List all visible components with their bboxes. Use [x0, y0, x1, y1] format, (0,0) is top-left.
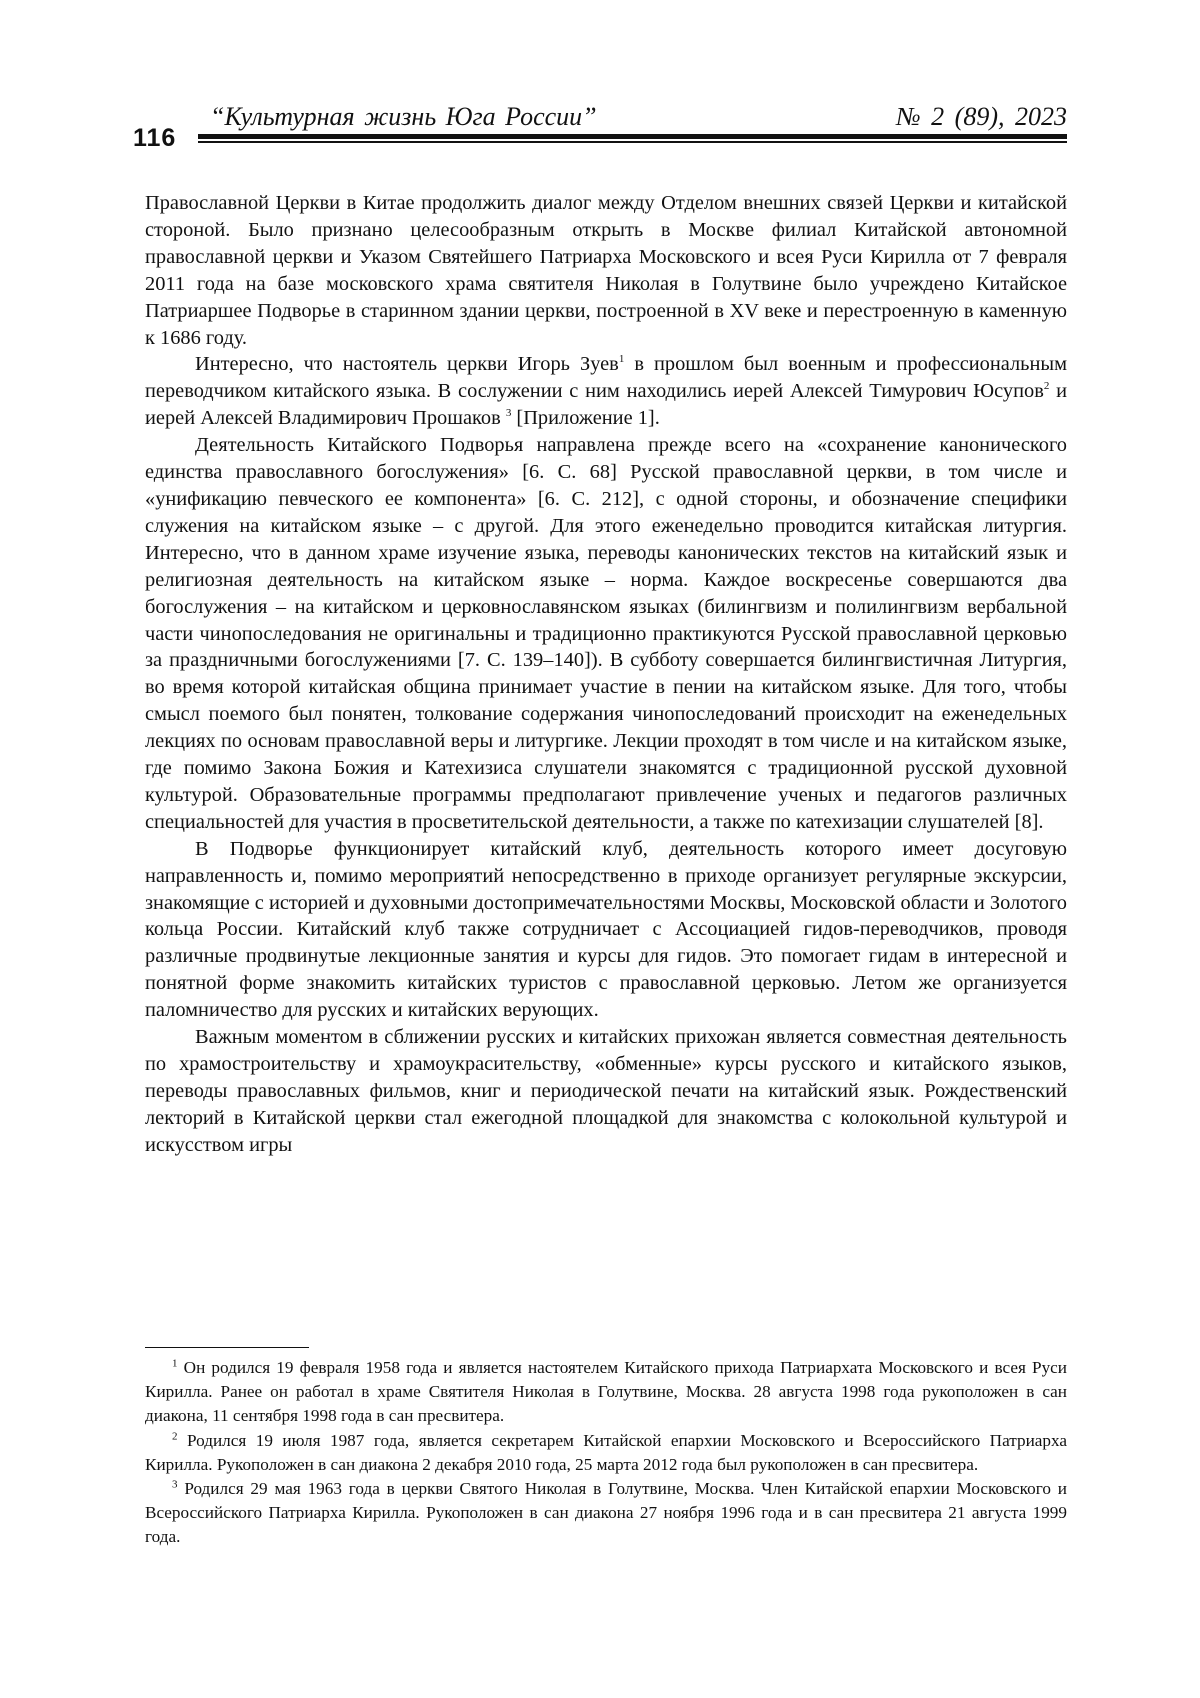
paragraph-2-part-2: в прошлом был военным и профессиональным переводчиком китайского языка. В сослужении с ним находились иерей Алексей Тимурович Юсупов	[145, 353, 1067, 402]
paragraph-2-part-4: [Приложение 1].	[511, 407, 660, 429]
article-body	[145, 190, 1067, 1159]
footnotes	[145, 1356, 1067, 1550]
footnote-mark-3: 3	[172, 1478, 178, 1490]
footnote-mark-2: 2	[172, 1430, 178, 1442]
header-rule-thin	[198, 141, 1067, 143]
footnote-1	[145, 1356, 1067, 1429]
paragraph-5: Важным моментом в сближении русских и китайских прихожан является совместная деятельность по храмостроительству и храмоукрасительству, «обменные» курсы русского и китайского языков, переводы православных фильмов, книг и периодической печати на китайский язык. Рождественский лекторий в Китайской церкви стал ежегодной площадкой для знакомства с колокольной культурой и искусством игры	[145, 1024, 1067, 1159]
footnote-2-text: Родился 19 июля 1987 года, является секретарем Китайской епархии Московского и Всероссийского Патриарха Кирилла. Рукоположен в сан диакона 2 декабря 2010 года, 25 марта 2012 года был рукоположен в сан пресвитера.	[145, 1431, 1067, 1474]
footnote-3-text: Родился 29 мая 1963 года в церкви Святого Николая в Голутвине, Москва. Член Китайской епархии Московского и Всероссийского Патриарха Кирилла. Рукоположен в сан диакона 27 ноября 1996 года и в сан пресвитера 21 августа 1999 года.	[145, 1479, 1067, 1546]
footnote-1-text: Он родился 19 февраля 1958 года и является настоятелем Китайского прихода Патриархата Московского и всея Руси Кирилла. Ранее он работал в храме Святителя Николая в Голутвине, Москва. 28 августа 1998 года рукоположен в сан диакона, 11 сентября 1998 года в сан пресвитера.	[145, 1358, 1067, 1425]
paragraph-2-part-3: и иерей Алексей Владимирович Прошаков	[145, 380, 1067, 429]
paragraph-1: Православной Церкви в Китае продолжить диалог между Отделом внешних связей Церкви и китайской стороной. Было признано целесообразным открыть в Москве филиал Китайской автономной православной церкви и Указом Святейшего Патриарха Московского и всея Руси Кирилла от 7 февраля 2011 года на базе московского храма святителя Николая в Голутвине было учреждено Китайское Патриаршее Подворье в старинном здании церкви, построенной в XV веке и перестроенную в каменную к 1686 году.	[145, 190, 1067, 351]
paragraph-4: В Подворье функционирует китайский клуб, деятельность которого имеет досуговую направленность и, помимо мероприятий непосредственно в приходе организует регулярные экскурсии, знакомящие с историей и духовными достопримечательностями Москвы, Московской области и Золотого кольца России. Китайский клуб также сотрудничает с Ассоциацией гидов-переводчиков, проводя различные продвинутые лекционные занятия и курсы для гидов. Это помогает гидам в интересной и понятной форме знакомить китайских туристов с православной церковью. Летом же организуется паломничество для русских и китайских верующих.	[145, 836, 1067, 1024]
footnote-2	[145, 1429, 1067, 1477]
journal-title: “Культурная жизнь Юга России”	[210, 102, 597, 132]
paragraph-2-part-1: Интересно, что настоятель церкви Игорь Зуев	[195, 353, 619, 375]
footnote-separator	[145, 1347, 309, 1348]
footnote-ref-1[interactable]: 1	[619, 354, 625, 366]
footnote-ref-3[interactable]: 3	[506, 407, 512, 419]
footnote-ref-2[interactable]: 2	[1044, 381, 1050, 393]
footnote-3	[145, 1477, 1067, 1550]
issue-number: № 2 (89), 2023	[896, 102, 1067, 132]
paragraph-3: Деятельность Китайского Подворья направлена прежде всего на «сохранение канонического единства православного богослужения» [6. С. 68] Русской православной церкви, в том числе и «унификацию певческого ее компонента» [6. С. 212], с одной стороны, и обозначение специфики служения на китайском языке – с другой. Для этого еженедельно проводится китайская литургия. Интересно, что в данном храме изучение языка, переводы канонических текстов на китайский язык и религиозная деятельность на китайском языке – норма. Каждое воскресенье совершаются два богослужения – на китайском и церковнославянском языках (билингвизм и полилингвизм вербальной части чинопоследования не оригинальны и традиционно практикуются Русской православной церковью за праздничными богослужениями [7. С. 139–140]). В субботу совершается билингвистичная Литургия, во время которой китайская община принимает участие в пении на китайском языке. Для того, чтобы смысл поемого был понятен, толкование содержания чинопоследований происходит на еженедельных лекциях по основам православной веры и литургике. Лекции проходят в том числе и на китайском языке, где помимо Закона Божия и Катехизиса слушатели знакомятся с традиционной русской духовной культурой. Образовательные программы предполагают привлечение ученых и педагогов различных специальностей для участия в просветительской деятельности, а также по катехизации слушателей [8].	[145, 432, 1067, 836]
paragraph-2	[145, 351, 1067, 432]
page-number: 116	[133, 124, 176, 153]
footnote-mark-1: 1	[172, 1357, 178, 1369]
header-rule-thick	[198, 134, 1067, 139]
